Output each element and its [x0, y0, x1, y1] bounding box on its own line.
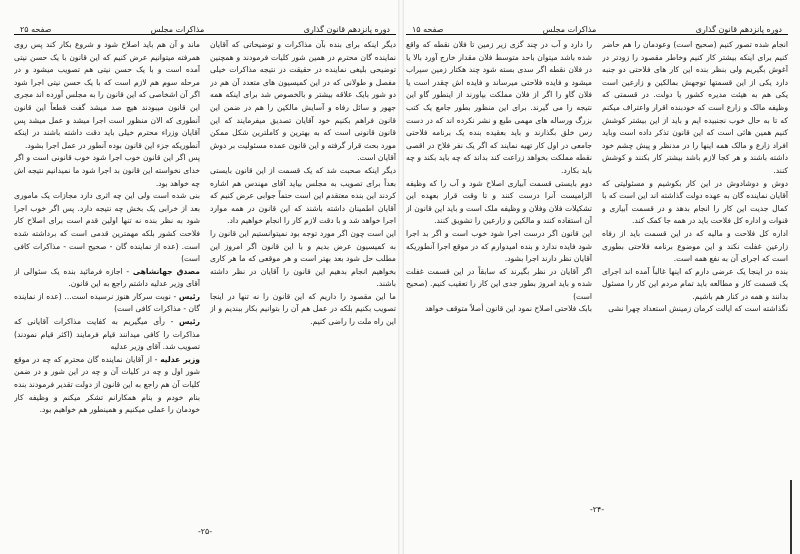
header-session: دوره پانزدهم قانون گذاری: [695, 25, 782, 34]
paragraph: این قانون اگر درست اجرا شود خوب است و اگر بد اجرا شود فایده ندارد و بنده امیدوارم که در موقع اجرا آنطوریکه آقایان نظر دارند اجرا بشود.: [406, 228, 592, 264]
column-left: [406, 39, 592, 509]
header-session: دوره پانزدهم قانون گذاری: [303, 25, 390, 34]
header-page-label: صفحه ۱۵: [412, 25, 444, 34]
right-page: [406, 22, 788, 542]
page-number: -۲۴-: [589, 505, 605, 514]
speech-text: - از آقایان نماینده گان محترم که چه در موقع شور اول و چه در کلیات آن و چه در این شور و در ضمن کلیات آن هم راجع به این قانون از دولت تقدیر فرمودند بنده بنام خودم و بنام همکارانم تشکر میکنم و وظیفه کار خودمان را عملی میکنیم و همینطور هم خواهیم بود.: [14, 354, 200, 415]
text-columns: [14, 39, 396, 509]
column-right: [602, 39, 788, 509]
paragraph: ما این مقصود را داریم که این قانون را نه تنها در اینجا تصویب بکنیم بلکه در عمل هم آن را بتوانیم بکار ببندیم و از این راه ملت را راضی کنیم.: [210, 291, 396, 327]
paragraph: انجام شده تصور کنیم (صحیح است) وعودمان را هم حاضر کنیم برای اینکه بیشتر کار کنیم وخاطر مقصود را زودتر در آغوش بگیریم ولی بنظر بنده این کار های فلاحتی دو جنبه دارد یکی از این قسمتها توجهش بمالکین و زارعین است یکی هم به هیئت مدیره کشور یا دولت. در قسمتی که وظیفه مالک و زارع است که خودبنده اقرار واعتراف میکنم که تا به حال خوب نجنبیده ایم و باید از این بیشتر کوشش کنیم همین هائی است که این قانون تذکر داده است وباید افراد زارع و مالک همه اینها را در مدنظر و پیش چشم خود داشته باشند و هر کجا لازم باشد بیشتر کار بکنند و کوشش کنند.: [602, 40, 788, 175]
paragraph: بنده در اینجا یک عرضی دارم که اینها غالباً آمده اند اجرای یک قسمت کار و مطالعه باید تمام مردم این کار را مسئول بدانند و همه در کنار هم باشیم.: [602, 266, 788, 301]
column-left: [14, 39, 200, 509]
page-edge-mark: [790, 480, 798, 554]
paragraph: بابک فلاحتی اصلاح نمود این قانون أصلاً متوقف خواهد: [424, 304, 592, 314]
left-page: [14, 22, 396, 542]
paragraph: ماند و آن هم باید اصلاح شود و شروع بکار کند پس روی همرفته میتوانیم عرض کنیم که این قانون با یک حسن نیتی آمده است و با یک حسن نیتی هم تصویب میشود و در مرحله سوم هم لازم است که با یک حسن نیتی اجرا شود اگر آن اشخاصی که این قانون را به مجلس آورده اند مجری این قانون میبودند هیچ صد میشد گفت قطعاً این قانون آنطوری که الان منظور است اجرا میشد و عمل میشد پس آقایان وزراء محترم خیلی باید دقت داشته باشند در اینکه آنطوریکه جزء این قانون بوده آنطور در عمل اجرا بشود.: [14, 40, 200, 150]
paragraph: اگر آقایان در نظر بگیرند که سابقاً در این قسمت غفلت شده و باید امروز بطور جدی این کار را تعقیب کنیم. (صحیح است): [406, 266, 592, 301]
dialogue-line: [14, 266, 200, 291]
page-header: [14, 22, 396, 35]
paragraph: پس اگر این قانون خوب اجرا شود خوب قانونی است و اگر خدای نخواسته این قانون بد اجرا شود ما نمیدانیم نتیجه اش چه خواهد بود.: [14, 153, 200, 188]
page-header: [406, 22, 788, 35]
paragraph: بنی شده است ولی این چه اثری دارد مجازات یک ماموری بعد از خرابی یک بخش چه نتیجه دارد. پس اگر خوب اجرا شود به نظر بنده نه تنها اولین قدم است برای اصلاح کار فلاحت کشور بلکه مهمترین قدمی است که برداشته شده است. (عده از نماینده گان - صحیح است - مذاکرات کافی است): [14, 191, 200, 264]
text-columns: [406, 39, 788, 509]
speaker-name: مصدق جهانشاهی: [132, 266, 200, 276]
speaker-name: رئیس: [178, 291, 200, 301]
speech-text: - رأی میگیریم به کفایت مذاکرات آقایانی که مذاکرات را کافی میدانند قیام فرمایند (اکثر قیام نمودند) تصویب شد. آقای وزیر عدلیه: [14, 317, 200, 352]
page-number: -۲۵-: [197, 527, 213, 536]
book-gutter: [398, 0, 404, 554]
dialogue-line: [14, 316, 200, 354]
speech-text: - نوبت سرکار هنوز نرسیده است... (عده از نماینده گان - مذاکرات کافی است): [14, 291, 200, 314]
speaker-name: رئیس: [178, 317, 200, 327]
speaker-name: وزیر عدلیه: [160, 354, 200, 364]
paragraph: این است چون اگر مورد توجه بود نمیتوانستیم این قانون را به کمیسیون عرض بدیم و با این قانون اگر امروز این مطلب حل شود بعد بهتر است و هر موقعی که ما هر کاری بخواهیم انجام بدهیم این قانون را آقایان در نظر داشته باشند.: [210, 228, 396, 289]
paragraph: دیگر اینکه برای بنده بآن مذاکرات و توضیحاتی که آقایان نماینده گان محترم در همین شور کلیات فرمودند و همچنین توضیحی بلیغی نماینده در حقیقت در نتیجه مذاکرات خیلی مفصل و طولانی که در این کمیسیون های متعدد آن هم در دو شور بایک علاقه بیشتر و بالخصوص شد برای اینکه همه جهور و سائل رفاه و آسایش مالکین را هم در ضمن این قانون فراهم بکنیم خود آقایان تصدیق میفرمایند که این قانون قانونی است که به بهترین و کاملترین شکل ممکن مورد بحث قرار گرفته و این قانون عمده مسئولیت بر دوش آقایان است.: [210, 40, 396, 163]
header-title: مذاکرات مجلس: [150, 25, 205, 34]
header-title: مذاکرات مجلس: [542, 25, 597, 34]
paragraph: را دارد و آب در چند گزی زیر زمین تا فلان نقطه که واقع شده باشد میتوان باحد متوسط فلان مقدار خارج آورد بالا یا در فلان نقطه اگر سدی بسته شود چند هکتار زمین سیراب میشود و فایده فلاحتی میرساند و فایده اش چقدر است یا فلان گاو را اگر از فلان مملکت بیاورند از اینطور گاو این نتیجه را می گیرند. برای این منظور بطور جامع یک کتب بزرگ ورساله های مهمی طبع و نشر نکرده اند که در دست رس خلق بگذارند و باید بعقیده بنده یک برنامه فلاحتی جامعی در اول کار تهیه نمایند که اگر یک نفر فلاح در اقصی نقطه مملکت بخواهد زراعت کند بداند که چه باید بکند و چه باید بکارد.: [406, 40, 592, 175]
paragraph: دوم بایستی قسمت آبیاری اصلاح شود و آب را که وظیفه الزامیست آنرا درست کنند و تا وقت قرار بعهده این تشکیلات فلان وفلان و وظیفه ملک است و باید این قانون از آن استفاده کنند و مالکین و زارعین را تشویق کنند.: [406, 178, 592, 226]
header-page-label: صفحه ۲۵: [20, 25, 52, 34]
dialogue-line: [14, 291, 200, 316]
speech-text: - اجازه فرمائید بنده یک سئوالی از آقای وزیر عدلیه داشتم راجع به این قانون.: [14, 266, 200, 289]
column-right: [210, 39, 396, 509]
paragraph: اداره کل فلاحت و مالیه که در این قسمت باید از رفاه زارعین غفلت نکند و این موضوع برنامه فلاحتی بطوری است که اجرای آن به نفع همه است.: [602, 228, 788, 264]
paragraph: دوش و دوشادوش در این کار بکوشیم و مسئولیتی که آقایان نماینده گان به عهده دولت گذاشته اند این است که با کمال جدیت این کار را انجام بدهد و در قسمت آبیاری و قنوات و اداره کل فلاحت باید در همه جا کمک کند.: [602, 178, 788, 226]
dialogue-line: [14, 354, 200, 417]
paragraph: نگذاشته است که ایالت کرمان زمینش استعداد چهرا نشی: [608, 304, 788, 314]
paragraph: دیگر اینکه صحبت شد که یک قسمت از این قانون بایستی بعداً برای تصویب به مجلس بیاید آقای مهندس هم اشاره کردند این بنده معتقدم این است حتماً جوابی عرض کنیم که آقایان اطمینان داشته باشند که این قانون در همه موارد اجرا خواهد شد و با دقت لازم کار را انجام خواهیم داد.: [210, 165, 396, 226]
